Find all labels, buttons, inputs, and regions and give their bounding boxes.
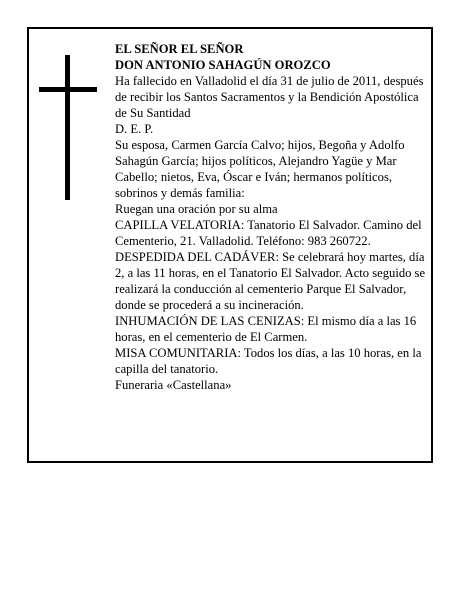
notice-text xyxy=(115,41,427,393)
mass-info: MISA COMUNITARIA: Todos los días, a las 10 horas, en la capilla del tanatorio. xyxy=(115,346,422,376)
family-list: Su esposa, Carmen García Calvo; hijos, Begoña y Adolfo Sahagún García; hijos políticos, Alejandro Yagüe y Mar Cabello; nietos, Eva, Óscar e Iván; hermanos políticos, sobrinos y demás familia: xyxy=(115,138,405,200)
cross-vertical-bar xyxy=(65,55,70,200)
notice-heading-name: DON ANTONIO SAHAGÚN OROZCO xyxy=(115,58,331,72)
rip-line: D. E. P. xyxy=(115,122,154,136)
farewell-info: DESPEDIDA DEL CADÁVER: Se celebrará hoy martes, día 2, a las 11 horas, en el Tanatorio El Salvador. Acto seguido se realizará la conducción al cementerio Parque El Salvador, donde se procederá a su incineración. xyxy=(115,250,426,312)
obituary-notice xyxy=(27,27,433,463)
ashes-info: INHUMACIÓN DE LAS CENIZAS: El mismo día a las 16 horas, en el cementerio de El Carmen. xyxy=(115,314,417,344)
death-announcement: Ha fallecido en Valladolid el día 31 de julio de 2011, después de recibir los Santos Sacramentos y la Bendición Apostólica de Su Santidad xyxy=(115,74,424,120)
cross-horizontal-bar xyxy=(39,87,97,92)
notice-heading-title: EL SEÑOR EL SEÑOR xyxy=(115,42,244,56)
cross-icon xyxy=(39,55,97,200)
prayer-request: Ruegan una oración por su alma xyxy=(115,202,278,216)
chapel-info: CAPILLA VELATORIA: Tanatorio El Salvador. Camino del Cementerio, 21. Valladolid. Teléfono: 983 260722. xyxy=(115,218,422,248)
funeral-home: Funeraria «Castellana» xyxy=(115,378,232,392)
